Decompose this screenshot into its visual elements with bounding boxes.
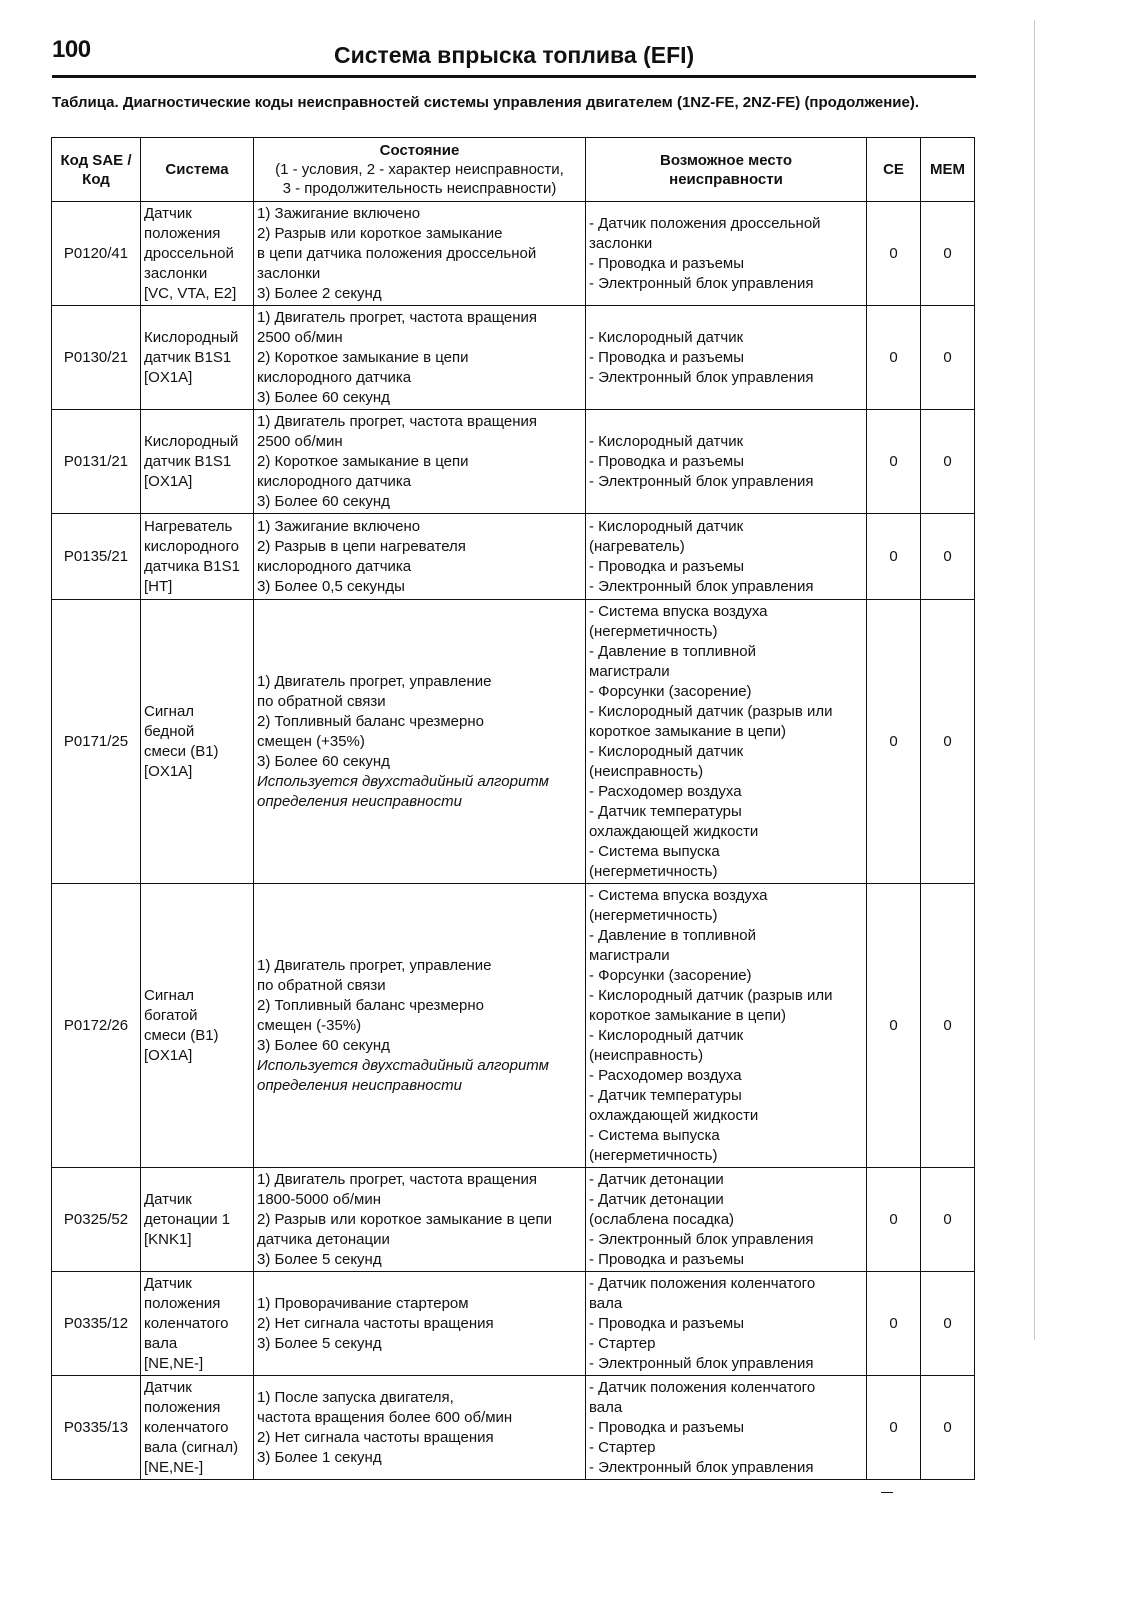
system-line: [VC, VTA, E2]	[144, 284, 237, 302]
condition-line: датчика детонации	[257, 1230, 390, 1248]
condition-line: 2) Разрыв или короткое замыкание в цепи	[257, 1210, 553, 1228]
code-cell: P0325/52	[52, 1168, 141, 1272]
system-line: Кислородный	[144, 432, 239, 450]
system-line: дроссельной	[144, 244, 234, 262]
location-line: - Система впуска воздуха	[589, 886, 768, 904]
location-line: (неисправность)	[589, 762, 704, 780]
condition-line: 3) Более 5 секунд	[257, 1250, 382, 1268]
code-cell: P0131/21	[52, 410, 141, 514]
location-line: - Датчик детонации	[589, 1170, 724, 1188]
mem-cell: 0	[921, 202, 975, 306]
location-line: - Датчик температуры	[589, 802, 742, 820]
location-line: - Электронный блок управления	[589, 577, 814, 595]
location-line: - Кислородный датчик	[589, 328, 744, 346]
location-line: магистрали	[589, 946, 670, 964]
location-line: - Проводка и разъемы	[589, 348, 745, 366]
system-line: [OX1A]	[144, 762, 193, 780]
condition-line: в цепи датчика положения дроссельной	[257, 244, 537, 262]
location-line: - Кислородный датчик (разрыв или	[589, 702, 833, 720]
table-row	[52, 410, 975, 514]
system-cell	[141, 410, 254, 514]
ce-cell: 0	[867, 306, 921, 410]
condition-line: 1) После запуска двигателя,	[257, 1388, 454, 1406]
condition-line: 3) Более 60 секунд	[257, 492, 390, 510]
table-row	[52, 306, 975, 410]
location-line: заслонки	[589, 234, 653, 252]
condition-line: 2) Короткое замыкание в цепи	[257, 348, 469, 366]
code-cell: P0120/41	[52, 202, 141, 306]
table-row	[52, 1168, 975, 1272]
location-cell	[586, 1168, 867, 1272]
condition-line: 2) Топливный баланс чрезмерно	[257, 712, 484, 730]
system-line: положения	[144, 224, 221, 242]
note-line: определения неисправности	[257, 1076, 462, 1094]
table-row	[52, 1376, 975, 1480]
location-line: магистрали	[589, 662, 670, 680]
table-row	[52, 514, 975, 600]
system-cell	[141, 1272, 254, 1376]
ce-cell: 0	[867, 202, 921, 306]
system-line: Сигнал	[144, 702, 195, 720]
system-line: Датчик	[144, 1274, 192, 1292]
condition-cell	[254, 306, 586, 410]
condition-line: 2500 об/мин	[257, 432, 343, 450]
location-line: - Форсунки (засорение)	[589, 966, 752, 984]
system-cell	[141, 202, 254, 306]
condition-line: 2) Короткое замыкание в цепи	[257, 452, 469, 470]
table-row	[52, 202, 975, 306]
condition-line: частота вращения более 600 об/мин	[257, 1408, 513, 1426]
system-line: Кислородный	[144, 328, 239, 346]
system-line: Датчик	[144, 1190, 192, 1208]
condition-line: смещен (+35%)	[257, 732, 365, 750]
system-line: [OX1A]	[144, 1046, 193, 1064]
system-line: богатой	[144, 1006, 198, 1024]
location-line: охлаждающей жидкости	[589, 1106, 759, 1124]
system-line: [NE,NE-]	[144, 1458, 204, 1476]
condition-line: 3) Более 5 секунд	[257, 1334, 382, 1352]
location-line: (негерметичность)	[589, 622, 718, 640]
ce-cell: 0	[867, 600, 921, 884]
location-line: короткое замыкание в цепи)	[589, 1006, 786, 1024]
note-line: определения неисправности	[257, 792, 462, 810]
system-line: Сигнал	[144, 986, 195, 1004]
condition-line: 1) Зажигание включено	[257, 517, 421, 535]
location-line: - Проводка и разъемы	[589, 1418, 745, 1436]
header-rule	[52, 75, 976, 78]
location-line: - Электронный блок управления	[589, 368, 814, 386]
condition-line: 3) Более 2 секунд	[257, 284, 382, 302]
condition-line: по обратной связи	[257, 692, 386, 710]
location-line: - Система впуска воздуха	[589, 602, 768, 620]
system-line: коленчатого	[144, 1418, 229, 1436]
condition-line: по обратной связи	[257, 976, 386, 994]
header-condition: Состояние (1 - условия, 2 - характер неисправности, 3 - продолжительность неисправности)	[254, 138, 586, 202]
diagnostic-codes-table	[51, 137, 975, 1480]
mem-cell: 0	[921, 1376, 975, 1480]
ce-cell: 0	[867, 884, 921, 1168]
condition-cell	[254, 1376, 586, 1480]
code-cell: P0335/13	[52, 1376, 141, 1480]
mem-cell: 0	[921, 410, 975, 514]
location-line: - Кислородный датчик	[589, 517, 744, 535]
header-system: Система	[141, 138, 254, 202]
location-line: - Кислородный датчик (разрыв или	[589, 986, 833, 1004]
location-line: (негерметичность)	[589, 906, 718, 924]
condition-line: 3) Более 60 секунд	[257, 1036, 390, 1054]
location-line: - Датчик положения коленчатого	[589, 1274, 816, 1292]
location-line: - Форсунки (засорение)	[589, 682, 752, 700]
location-line: (неисправность)	[589, 1046, 704, 1064]
condition-line: 1) Двигатель прогрет, управление	[257, 672, 492, 690]
condition-line: кислородного датчика	[257, 472, 412, 490]
header-location: Возможное место неисправности	[586, 138, 867, 202]
header-code: Код SAE / Код	[52, 138, 141, 202]
table-body	[52, 202, 975, 1480]
location-line: - Проводка и разъемы	[589, 254, 745, 272]
system-cell	[141, 600, 254, 884]
location-cell	[586, 1272, 867, 1376]
code-cell: P0135/21	[52, 514, 141, 600]
location-line: (нагреватель)	[589, 537, 685, 555]
condition-line: 1) Двигатель прогрет, частота вращения	[257, 412, 537, 430]
note-line: Используется двухстадийный алгоритм	[257, 772, 549, 790]
system-line: датчика B1S1	[144, 557, 240, 575]
condition-line: 1800-5000 об/мин	[257, 1190, 381, 1208]
location-line: вала	[589, 1294, 623, 1312]
location-cell	[586, 1376, 867, 1480]
system-cell	[141, 1168, 254, 1272]
location-cell	[586, 514, 867, 600]
location-line: короткое замыкание в цепи)	[589, 722, 786, 740]
code-cell: P0130/21	[52, 306, 141, 410]
system-line: бедной	[144, 722, 195, 740]
code-cell: P0171/25	[52, 600, 141, 884]
table-caption: Таблица. Диагностические коды неисправностей системы управления двигателем (1NZ-FE, 2NZ-FE) (продолжение).	[52, 94, 920, 111]
condition-line: 2) Нет сигнала частоты вращения	[257, 1314, 494, 1332]
location-line: (ослаблена посадка)	[589, 1210, 735, 1228]
system-line: [NE,NE-]	[144, 1354, 204, 1372]
location-line: (негерметичность)	[589, 862, 718, 880]
dash-mark	[881, 1492, 893, 1493]
system-line: [OX1A]	[144, 472, 193, 490]
system-line: смеси (B1)	[144, 1026, 219, 1044]
location-line: - Расходомер воздуха	[589, 782, 742, 800]
location-line: - Стартер	[589, 1438, 656, 1456]
system-cell	[141, 514, 254, 600]
location-line: - Датчик положения дроссельной	[589, 214, 821, 232]
code-cell: P0335/12	[52, 1272, 141, 1376]
condition-cell	[254, 1272, 586, 1376]
condition-line: 3) Более 1 секунд	[257, 1448, 382, 1466]
condition-cell	[254, 884, 586, 1168]
location-line: - Датчик детонации	[589, 1190, 724, 1208]
system-line: положения	[144, 1398, 221, 1416]
system-line: [HT]	[144, 577, 173, 595]
system-line: вала (сигнал)	[144, 1438, 239, 1456]
ce-cell: 0	[867, 514, 921, 600]
location-line: охлаждающей жидкости	[589, 822, 759, 840]
system-cell	[141, 306, 254, 410]
system-line: смеси (B1)	[144, 742, 219, 760]
location-line: - Датчик положения коленчатого	[589, 1378, 816, 1396]
condition-line: смещен (-35%)	[257, 1016, 362, 1034]
condition-line: 3) Более 60 секунд	[257, 388, 390, 406]
location-line: - Электронный блок управления	[589, 472, 814, 490]
system-line: [KNK1]	[144, 1230, 192, 1248]
system-line: Датчик	[144, 1378, 192, 1396]
location-cell	[586, 600, 867, 884]
condition-cell	[254, 600, 586, 884]
location-line: - Проводка и разъемы	[589, 557, 745, 575]
location-line: - Электронный блок управления	[589, 1230, 814, 1248]
system-line: коленчатого	[144, 1314, 229, 1332]
location-line: - Давление в топливной	[589, 926, 756, 944]
mem-cell: 0	[921, 884, 975, 1168]
condition-line: 2) Нет сигнала частоты вращения	[257, 1428, 494, 1446]
table-row	[52, 1272, 975, 1376]
location-line: - Стартер	[589, 1334, 656, 1352]
condition-cell	[254, 410, 586, 514]
system-line: датчик B1S1	[144, 452, 232, 470]
location-line: - Электронный блок управления	[589, 1458, 814, 1476]
condition-line: 3) Более 60 секунд	[257, 752, 390, 770]
system-line: Датчик	[144, 204, 192, 222]
mem-cell: 0	[921, 514, 975, 600]
condition-line: 1) Двигатель прогрет, управление	[257, 956, 492, 974]
mem-cell: 0	[921, 306, 975, 410]
page-number: 100	[52, 36, 91, 63]
note-line: Используется двухстадийный алгоритм	[257, 1056, 549, 1074]
location-cell	[586, 884, 867, 1168]
location-line: - Электронный блок управления	[589, 274, 814, 292]
condition-cell	[254, 514, 586, 600]
header-mem: MEM	[921, 138, 975, 202]
condition-line: кислородного датчика	[257, 557, 412, 575]
ce-cell: 0	[867, 1272, 921, 1376]
page-title: Система впрыска топлива (EFI)	[334, 42, 695, 68]
table-header-row	[52, 138, 975, 202]
system-line: положения	[144, 1294, 221, 1312]
condition-line: 2) Разрыв в цепи нагревателя	[257, 537, 466, 555]
table-row	[52, 600, 975, 884]
ce-cell: 0	[867, 1168, 921, 1272]
location-line: - Датчик температуры	[589, 1086, 742, 1104]
system-line: вала	[144, 1334, 178, 1352]
location-line: (негерметичность)	[589, 1146, 718, 1164]
location-line: - Проводка и разъемы	[589, 1250, 745, 1268]
location-line: - Проводка и разъемы	[589, 452, 745, 470]
table-row	[52, 884, 975, 1168]
location-line: - Проводка и разъемы	[589, 1314, 745, 1332]
location-line: - Кислородный датчик	[589, 1026, 744, 1044]
system-line: заслонки	[144, 264, 208, 282]
ce-cell: 0	[867, 1376, 921, 1480]
system-line: Нагреватель	[144, 517, 233, 535]
location-line: - Кислородный датчик	[589, 432, 744, 450]
location-line: - Давление в топливной	[589, 642, 756, 660]
location-cell	[586, 202, 867, 306]
location-line: - Система выпуска	[589, 1126, 720, 1144]
condition-line: заслонки	[257, 264, 321, 282]
location-line: вала	[589, 1398, 623, 1416]
condition-line: 2500 об/мин	[257, 328, 343, 346]
location-cell	[586, 306, 867, 410]
system-line: [OX1A]	[144, 368, 193, 386]
location-line: - Электронный блок управления	[589, 1354, 814, 1372]
scan-edge-line	[1034, 20, 1035, 1340]
condition-line: кислородного датчика	[257, 368, 412, 386]
code-cell: P0172/26	[52, 884, 141, 1168]
condition-line: 1) Двигатель прогрет, частота вращения	[257, 308, 537, 326]
condition-line: 1) Зажигание включено	[257, 204, 421, 222]
condition-cell	[254, 1168, 586, 1272]
mem-cell: 0	[921, 1272, 975, 1376]
condition-line: 1) Проворачивание стартером	[257, 1294, 469, 1312]
location-line: - Система выпуска	[589, 842, 720, 860]
condition-line: 2) Топливный баланс чрезмерно	[257, 996, 484, 1014]
location-line: - Кислородный датчик	[589, 742, 744, 760]
system-line: детонации 1	[144, 1210, 231, 1228]
condition-cell	[254, 202, 586, 306]
condition-line: 2) Разрыв или короткое замыкание	[257, 224, 503, 242]
condition-line: 1) Двигатель прогрет, частота вращения	[257, 1170, 537, 1188]
location-line: - Расходомер воздуха	[589, 1066, 742, 1084]
condition-line: 3) Более 0,5 секунды	[257, 577, 405, 595]
header-ce: CE	[867, 138, 921, 202]
system-line: датчик B1S1	[144, 348, 232, 366]
system-line: кислородного	[144, 537, 239, 555]
system-cell	[141, 884, 254, 1168]
system-cell	[141, 1376, 254, 1480]
mem-cell: 0	[921, 600, 975, 884]
ce-cell: 0	[867, 410, 921, 514]
location-cell	[586, 410, 867, 514]
mem-cell: 0	[921, 1168, 975, 1272]
